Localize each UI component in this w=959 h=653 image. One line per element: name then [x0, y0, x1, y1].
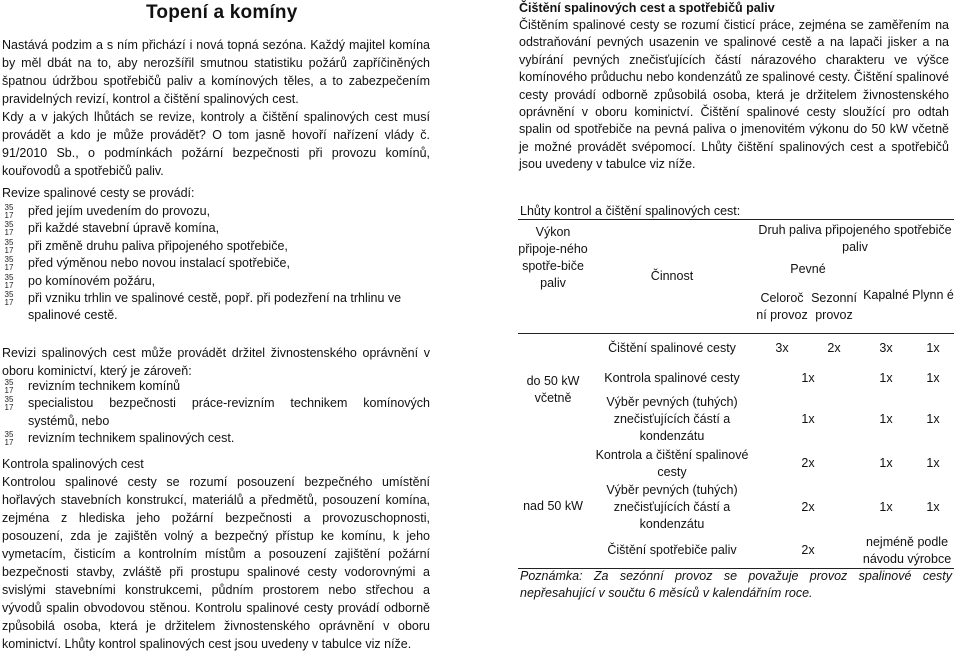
intervals-table	[518, 219, 954, 569]
performer-paragraph: Revizi spalinových cest může provádět držitel živnostenského oprávnění v oboru kominictví, který je zároveň:	[2, 346, 430, 378]
list-item: 35 17 revizním technikem komínů	[2, 378, 430, 395]
bullet-marker-icon: 35 17	[4, 203, 14, 220]
row-value: 1x	[801, 371, 815, 385]
row-value: 1x	[879, 412, 893, 426]
cleaning-heading: Čištění spalinových cest a spotřebičů paliv	[519, 1, 775, 15]
row-activity: Kontrola spalinové cesty	[604, 371, 740, 385]
list-item: 35 17 před jejím uvedením do provozu,	[2, 203, 430, 220]
bullet-marker-icon: 35 17	[4, 272, 14, 290]
row-value: 2x	[801, 456, 815, 470]
note-text: Za sezónní provoz se považuje provoz spalinové cesty nepřesahující v součtu 6 měsíců v kalendářním roce.	[520, 569, 952, 601]
bullet-marker-icon: 35 17	[4, 395, 14, 413]
row-value: 3x	[756, 334, 808, 364]
row-value: 3x	[860, 334, 912, 364]
list-item: 35 17 po komínovém požáru,	[2, 273, 430, 290]
intro-paragraph: Nastává podzim a s ním přichází i nová topná sezóna. Každý majitel komína by měl dbát na to, aby nerozšířil smutnou statistiku požárů zapříčiněných špatnou údržbou spotřebičů paliv a komínových těles, a to zabezpečením pravidelných revizí, kontrol a čištění spalinových cest.	[2, 38, 430, 106]
row-activity: Výběr pevných (tuhých) znečisťujících částí a kondenzátu	[606, 483, 738, 531]
header-gas: Plynn é	[912, 287, 954, 302]
row-value: nejméně podle návodu výrobce	[860, 534, 954, 569]
performer-list	[2, 378, 430, 448]
row-value: 1x	[879, 371, 893, 385]
header-liquid: Kapalné	[863, 287, 909, 302]
revision-list	[2, 203, 430, 325]
row-value: 1x	[926, 500, 940, 514]
header-year-round: Celoroč ní provoz	[756, 291, 808, 323]
list-item: 35 17 při změně druhu paliva připojeného spotřebiče,	[2, 238, 430, 255]
row-activity: Kontrola a čištění spalinové cesty	[595, 447, 749, 479]
row-value: 1x	[801, 412, 815, 426]
deadlines-paragraph: Kdy a v jakých lhůtách se revize, kontroly a čištění spalinových cest musí provádět a kdo je může provádět? O tom jasně hovoří nařízení vlády č. 91/2010 Sb., o podmínkách požární bezpečnosti při provozu komínů, kouřovodů a spotřebičů paliv.	[2, 110, 430, 178]
group-label-large: nad 50 kW	[518, 446, 588, 569]
row-activity: Čištění spotřebiče paliv	[588, 534, 756, 569]
row-activity: Čištění spalinové cesty	[588, 334, 756, 364]
bullet-marker-icon: 35 17	[4, 290, 14, 308]
row-value: 2x	[801, 500, 815, 514]
row-value: 2x	[808, 334, 860, 364]
table-title: Lhůty kontrol a čištění spalinových cest:	[520, 204, 741, 218]
list-item: 35 17 specialistou bezpečnosti práce-revizním technikem komínových systémů, nebo	[2, 395, 430, 430]
list-item: 35 17 při každé stavební úpravě komína,	[2, 220, 430, 237]
bullet-marker-icon: 35 17	[4, 237, 14, 255]
row-value: 1x	[926, 456, 940, 470]
list-item: 35 17 revizním technikem spalinových cest.	[2, 430, 430, 447]
row-activity: Výběr pevných (tuhých) znečisťujících částí a kondenzátu	[606, 395, 738, 443]
revision-heading-rest: se provádí:	[129, 186, 195, 200]
row-value: 1x	[926, 371, 940, 385]
cleaning-paragraph: Čištěním spalinové cesty se rozumí čisticí práce, zejména se zaměřením na odstraňování pevných usazenin ve spalinové cestě a na lapači jisker a na vybírání pevných znečisťujících částí nárazového charakteru ve výšce komínového průduchu nebo kondenzátů ze spalinové cesty. Čištění spalinové cesty provádí odborně způsobilá osoba, která je držitelem živnostenského oprávnění v oboru kominictví. Čištění spalinové cesty sloužící pro odtah spalin od spotřebiče na pevná paliva o jmenovitém výkonu do 50 kW včetně je možné provádět svépomocí. Lhůty čištění spalinových cest a spotřebičů jsou uvedeny v tabulce viz níže.	[519, 18, 949, 172]
bullet-marker-icon: 35 17	[4, 220, 14, 238]
bullet-marker-icon: 35 17	[4, 378, 14, 395]
inspection-heading: Kontrola spalinových cest	[2, 457, 144, 471]
header-power: Výkon připoje-ného spotře-biče paliv	[518, 220, 588, 334]
header-activity: Činnost	[588, 220, 756, 334]
group-label-small: do 50 kW včetně	[518, 334, 588, 446]
revision-heading-bold: Revize spalinové cesty	[2, 186, 130, 200]
header-solid: Pevné	[790, 262, 826, 276]
row-value: 2x	[756, 534, 860, 569]
page-title: Topení a komíny	[146, 2, 298, 23]
row-value: 1x	[926, 412, 940, 426]
row-value: 1x	[879, 500, 893, 514]
inspection-paragraph: Kontrolou spalinové cesty se rozumí posouzení bezpečného umístění hořlavých stavebních konstrukcí, materiálů a předmětů, posouzení komína, zejména z hlediska jeho požární bezpečnosti a provozuschopnosti, posouzení, zda je zajištěn volný a bezpečný přístup ke komínu, k jeho vymetacím, čisticím a kontrolním místům a posouzení zajištění požární bezpečnosti stavby, zvláště při prostupu spalinové cesty vodorovnými a svislými stavebními konstrukcemi, půdním prostorem nebo střechou a vývodů spalin obvodovou stěnou. Kontrolu spalinové cesty provádí odborně způsobilá osoba, která je držitelem živnostenského oprávnění v oboru kominictví. Lhůty kontrol spalinových cest jsou uvedeny v tabulce viz níže.	[2, 475, 430, 651]
row-value: 1x	[879, 456, 893, 470]
revision-heading	[2, 184, 430, 202]
bullet-marker-icon: 35 17	[4, 255, 14, 273]
table-note	[520, 568, 952, 603]
header-seasonal: Sezonní provoz	[811, 291, 857, 323]
note-label: Poznámka:	[520, 569, 583, 583]
header-fuel-type: Druh paliva připojeného spotřebiče paliv	[756, 220, 954, 258]
bullet-marker-icon: 35 17	[4, 430, 14, 448]
row-value: 1x	[912, 334, 954, 364]
list-item: 35 17 při vzniku trhlin ve spalinové cestě, popř. při podezření na trhlinu ve spalinové cestě.	[2, 290, 430, 325]
list-item: 35 17 před výměnou nebo novou instalací spotřebiče,	[2, 255, 430, 272]
